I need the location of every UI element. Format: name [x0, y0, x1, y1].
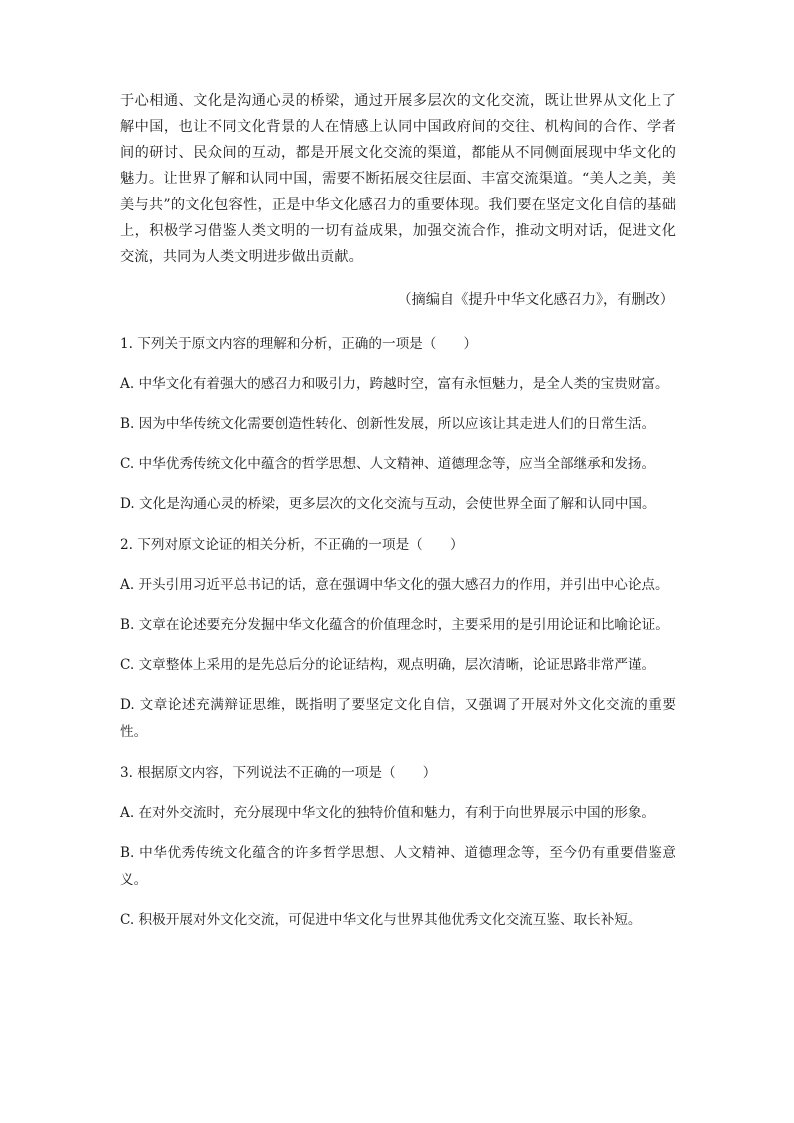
- document-page: [120, 88, 676, 934]
- question-1-option-b: B. 因为中华传统文化需要创造性转化、创新性发展，所以应该让其走进人们的日常生活。: [120, 416, 656, 432]
- question-1-stem: 1. 下列关于原文内容的理解和分析，正确的一项是（ ）: [120, 336, 478, 352]
- question-3-option-a: A. 在对外交流时，充分展现中华文化的独特价值和魅力，有利于向世界展示中国的形象。: [120, 805, 656, 821]
- question-2-stem: 2. 下列对原文论证的相关分析，不正确的一项是（ ）: [120, 537, 464, 553]
- question-2-option-d: D. 文章论述充满辩证思维，既指明了要坚定文化自信，又强调了开展对外文化交流的重要性。: [120, 697, 676, 740]
- passage-source: （摘编自《提升中华文化感召力》，有删改）: [397, 292, 674, 308]
- question-3-stem: 3. 根据原文内容，下列说法不正确的一项是（ ）: [120, 765, 437, 781]
- question-3-option-c: C. 积极开展对外文化交流，可促进中华文化与世界其他优秀文化交流互鉴、取长补短。: [120, 912, 642, 928]
- question-2-option-b: B. 文章在论述要充分发掘中华文化蕴含的价值理念时，主要采用的是引用论证和比喻论证。: [120, 617, 669, 633]
- passage-paragraph: 于心相通、文化是沟通心灵的桥梁，通过开展多层次的文化交流，既让世界从文化上了解中国，也让不同文化背景的人在情感上认同中国政府间的交往、机构间的合作、学者间的研讨、民众间的互动，都是开展文化交流的渠道，都能从不同侧面展现中华文化的魅力。让世界了解和认同中国，需要不断拓展交往层面、丰富交流渠道。“美人之美，美美与共”的文化包容性，正是中华文化感召力的重要体现。我们要在坚定文化自信的基础上，积极学习借鉴人类文明的一切有益成果，加强交流合作，推动文明对话，促进文化交流，共同为人类文明进步做出贡献。: [120, 93, 676, 265]
- question-1-option-d: D. 文化是沟通心灵的桥梁，更多层次的文化交流与互动，会使世界全面了解和认同中国。: [120, 496, 656, 512]
- question-1-option-c: C. 中华优秀传统文化中蕴含的哲学思想、人文精神、道德理念等，应当全部继承和发扬。: [120, 456, 656, 472]
- question-2-option-a: A. 开头引用习近平总书记的话，意在强调中华文化的强大感召力的作用，并引出中心论点。: [120, 577, 669, 593]
- question-2-option-c: C. 文章整体上采用的是先总后分的论证结构，观点明确，层次清晰，论证思路非常严谨。: [120, 657, 656, 673]
- question-3-option-b: B. 中华优秀传统文化蕴含的许多哲学思想、人文精神、道德理念等，至今仍有重要借鉴意义。: [120, 845, 676, 888]
- question-1-option-a: A. 中华文化有着强大的感召力和吸引力，跨越时空，富有永恒魅力，是全人类的宝贵财富。: [120, 376, 669, 392]
